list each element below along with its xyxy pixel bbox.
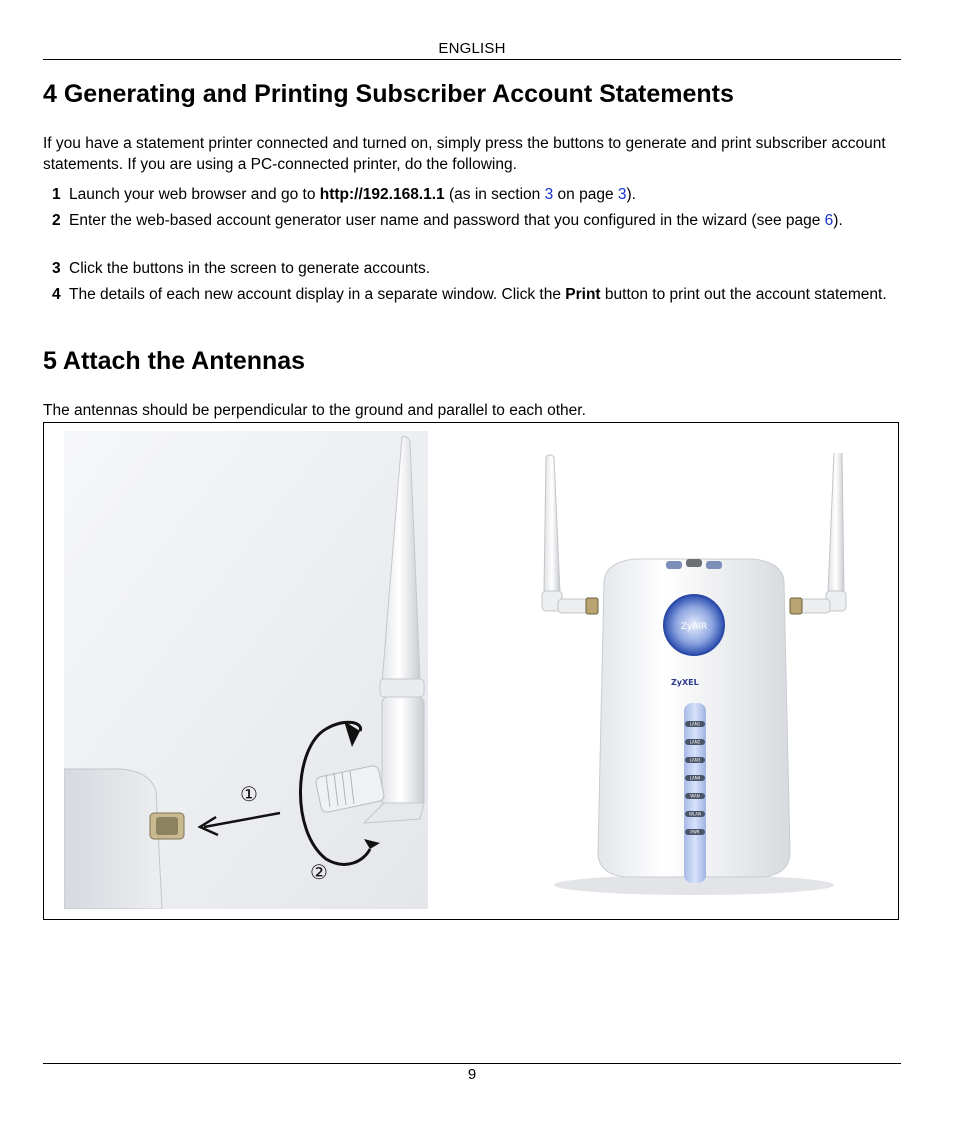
zyair-logo-text: ZyAIR: [680, 622, 708, 632]
url-text: http://192.168.1.1: [319, 186, 445, 203]
section-4-heading: 4 Generating and Printing Subscriber Account Statements: [43, 80, 734, 108]
step-number: 4: [52, 286, 61, 303]
step-text: Click the buttons in the screen to generate accounts.: [69, 260, 431, 277]
antenna-figure: [43, 422, 899, 920]
page-link[interactable]: 6: [824, 212, 834, 229]
step-text: ).: [626, 186, 636, 203]
step-number: 2: [52, 212, 61, 229]
step-text: on page: [553, 186, 618, 203]
right-antenna-icon: [790, 453, 846, 614]
left-antenna-icon: [542, 455, 598, 614]
led-label: LAN3: [689, 757, 701, 763]
footer-rule: [43, 1063, 901, 1064]
section-4-intro: If you have a statement printer connected and turned on, simply press the buttons to generate and print subscriber account statements. If you are using a PC-connected printer, do the following.: [43, 135, 886, 173]
access-point-illustration: [534, 453, 854, 903]
callout-1: [240, 782, 258, 806]
led-label: WAN: [690, 793, 700, 799]
step-4: [52, 284, 902, 305]
step-text: Launch your web browser and go to: [69, 186, 320, 203]
led-label: PWR: [690, 829, 700, 835]
step-3: [52, 258, 902, 279]
step-text: The details of each new account display in a separate window. Click the: [69, 286, 566, 303]
step-1: [52, 184, 902, 205]
led-label: LAN1: [689, 721, 701, 727]
led-label: WLAN: [688, 811, 702, 817]
step-2: [52, 210, 902, 231]
step-text: button to print out the account statement.: [600, 286, 887, 303]
led-label: LAN4: [689, 775, 701, 781]
callout-1-label: ①: [240, 782, 258, 806]
led-label: LAN2: [689, 739, 701, 745]
antenna-attach-illustration: [64, 431, 428, 909]
header-rule: [43, 59, 901, 60]
step-number: 1: [52, 186, 61, 203]
page-number: 9: [467, 1066, 477, 1083]
section-5-heading: 5 Attach the Antennas: [43, 347, 306, 375]
section-5-intro: The antennas should be perpendicular to the ground and parallel to each other.: [43, 402, 586, 419]
running-header-language: ENGLISH: [438, 40, 506, 57]
step-text: ).: [833, 212, 843, 229]
step-number: 3: [52, 260, 61, 277]
page-link[interactable]: 3: [617, 186, 627, 203]
print-button-ref: Print: [565, 286, 601, 303]
step-text: (as in section: [444, 186, 545, 203]
callout-2: [310, 860, 328, 884]
section-link[interactable]: 3: [544, 186, 554, 203]
callout-2-label: ②: [310, 860, 328, 884]
step-text: Enter the web-based account generator user name and password that you configured in the wizard (see page: [69, 212, 825, 229]
brand-text: ZyXEL: [671, 678, 699, 687]
